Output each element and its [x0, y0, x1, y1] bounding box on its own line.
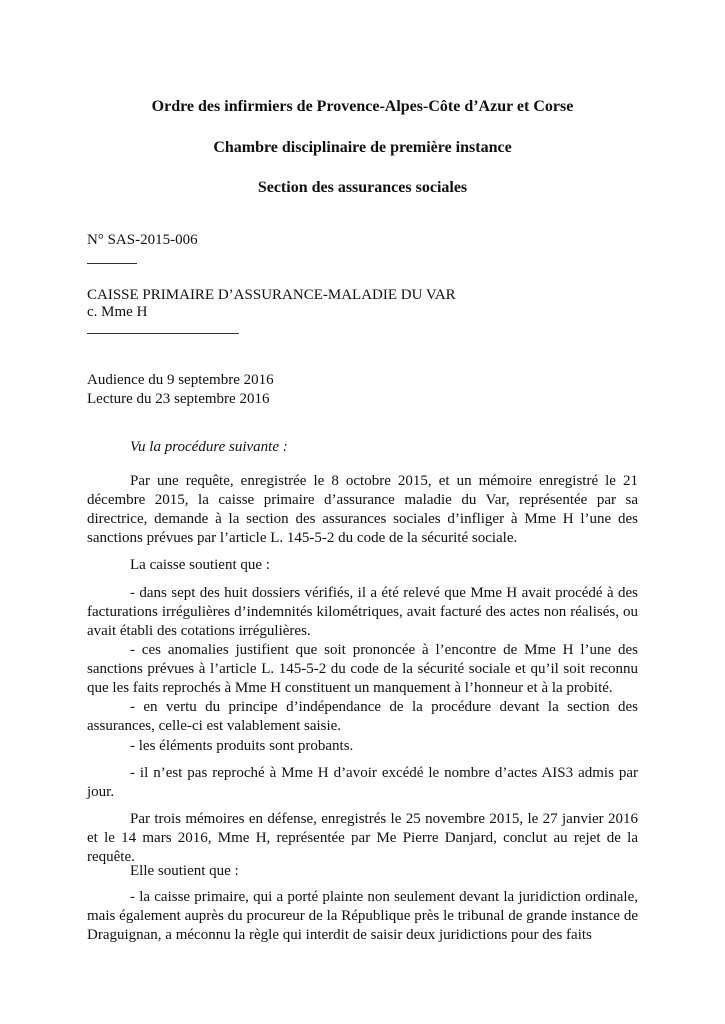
- paragraph-claim-2: - ces anomalies justifient que soit prononcée à l’encontre de Mme H l’une des sanctions prévues à l’article L. 145-5-2 du code de la sécurité sociale et qu’il soit reconnu que les faits reprochés à Mme H constituent un manquement à l’honneur et à la probité.: [87, 642, 638, 696]
- header-order: Ordre des infirmiers de Provence-Alpes-Côte d’Azur et Corse: [151, 98, 574, 115]
- procedure-heading: Vu la procédure suivante :: [130, 439, 288, 455]
- paragraph-request: Par une requête, enregistrée le 8 octobre 2015, et un mémoire enregistré le 21 décembre 2015, la caisse primaire d’assurance maladie du Var, représentée par sa directrice, demande à la section des assurances sociales d’infliger à Mme H l’une des sanctions prévues par l’article L. 145-5-2 du code de la sécurité sociale.: [87, 473, 638, 546]
- paragraph-claim-1: - dans sept des huit dossiers vérifiés, il a été relevé que Mme H avait procédé à des facturations irrégulières d’indemnités kilométriques, avait facturé des actes non réalisés, ou avait établi des cotations irrégulières.: [87, 585, 638, 639]
- case-parties-rule: [87, 333, 239, 334]
- paragraph-defence-1: - la caisse primaire, qui a porté plainte non seulement devant la juridiction ordinale, mais également auprès du procureur de la République près le tribunal de grande instance de Draguignan, a méconnu la règle qui interdit de saisir deux juridictions pour des faits: [87, 889, 638, 943]
- case-plaintiff: CAISSE PRIMAIRE D’ASSURANCE-MALADIE DU VAR: [87, 287, 456, 303]
- paragraph-defence: Par trois mémoires en défense, enregistrés le 25 novembre 2015, le 27 janvier 2016 et le 14 mars 2016, Mme H, représentée par Me Pierre Danjard, conclut au rejet de la requête.: [87, 811, 638, 865]
- paragraph-defence-claims: Elle soutient que :: [130, 863, 239, 879]
- paragraph-claim-3: - en vertu du principe d’indépendance de la procédure devant la section des assurances, celle-ci est valablement saisie.: [87, 699, 638, 734]
- case-number: N° SAS-2015-006: [87, 232, 198, 248]
- hearing-date: Audience du 9 septembre 2016: [87, 372, 274, 388]
- reading-date: Lecture du 23 septembre 2016: [87, 391, 270, 407]
- paragraph-caisse-claims: La caisse soutient que :: [130, 557, 270, 573]
- header-section: Section des assurances sociales: [257, 179, 468, 196]
- case-number-rule: [87, 263, 137, 264]
- paragraph-claim-5: - il n’est pas reproché à Mme H d’avoir excédé le nombre d’actes AIS3 admis par jour.: [87, 765, 638, 800]
- header-chamber: Chambre disciplinaire de première instance: [213, 139, 512, 156]
- case-defendant: c. Mme H: [87, 304, 148, 320]
- paragraph-claim-4: - les éléments produits sont probants.: [130, 738, 354, 754]
